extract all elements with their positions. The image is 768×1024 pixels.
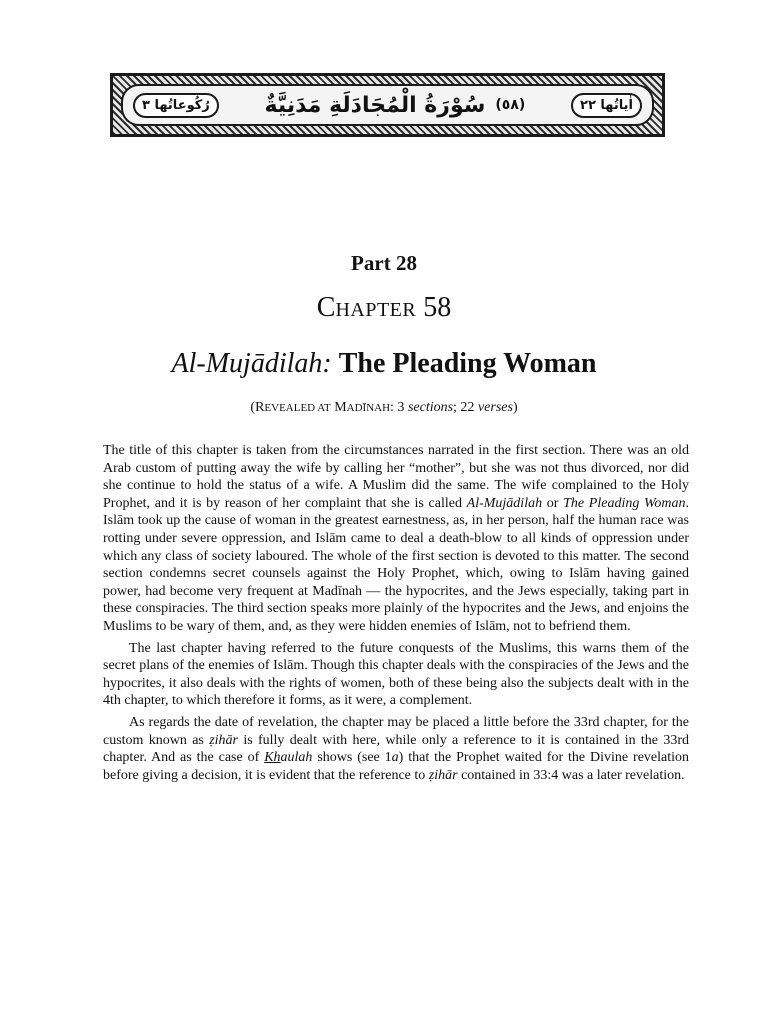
revelation-info bbox=[0, 400, 768, 416]
p3-name-khaulah bbox=[264, 750, 312, 765]
section-count-medallion: اٰیاتُها ٢٢ bbox=[571, 93, 642, 118]
p3-text-e: contained in 33:4 was a later revelation. bbox=[457, 767, 685, 783]
p1-text-a: The title of this chapter is taken from the circumstances narrated in the first section. There was an old Arab custom of putting away the wife by calling her “mother”, but she was not thus divorced, nor did she continue to hold the status of a wife. A Muslim did the same. The wife complained to the Holy Prophet, and it is by reason of her complaint that she is called bbox=[103, 443, 689, 511]
chapter-smallcaps: HAPTER bbox=[335, 299, 417, 321]
verse-count-medallion: رُكُوعاتُها ٣ bbox=[133, 93, 219, 118]
revealed-m: M bbox=[334, 400, 347, 415]
introduction-body bbox=[103, 442, 689, 788]
revealed-r: R bbox=[255, 400, 265, 415]
paragraph-1 bbox=[103, 442, 689, 636]
paragraph-2: The last chapter having referred to the future conquests of the Muslims, this warns them of the secret plans of the enemies of Islām. Though this chapter deals with the conspiracies of the Jews and the hypocrites, it also deals with the rights of women, both of these being also the subjects dealt with in the 4th chapter, to which therefore it forms, as it were, a complement. bbox=[103, 640, 689, 709]
chapter-cap: C bbox=[316, 292, 336, 323]
chapter-title bbox=[0, 348, 768, 380]
p3-italic-3: a bbox=[391, 750, 399, 766]
revealed-place: ADĪNAH bbox=[346, 402, 391, 414]
p3-text-b: is fully dealt with here, while only a reference to it is contained in the 33rd chapter. And as the case of bbox=[103, 732, 690, 766]
p3-italic-2: aulah bbox=[280, 750, 313, 766]
p3-italic-4: ẓihār bbox=[428, 767, 458, 783]
revealed-sections: sections bbox=[407, 400, 454, 415]
p1-text-b: or bbox=[542, 495, 564, 511]
surah-arabic-number: (٥٨) bbox=[495, 97, 526, 113]
revealed-verses: verses bbox=[477, 400, 513, 415]
surah-arabic-name: سُوْرَةُ الْمُجَادَلَةِ مَدَنِيَّةٌ bbox=[264, 92, 486, 118]
surah-header-banner bbox=[110, 73, 665, 137]
p1-italic-2: The Pleading Woman bbox=[563, 495, 686, 511]
p3-text-a: As regards the date of revelation, the chapter may be placed a little before the 33rd chapter, for the custom known as bbox=[103, 714, 689, 748]
p3-underline: Kh bbox=[264, 750, 281, 766]
surah-arabic-heading bbox=[265, 93, 526, 118]
revealed-close: ) bbox=[512, 400, 518, 415]
part-heading: Part 28 bbox=[351, 251, 417, 275]
p1-italic-1: Al-Mujādilah bbox=[466, 495, 543, 511]
p3-text-d: ) that the Prophet waited for the Divine revelation before giving a decision, it is evident that the reference to bbox=[103, 750, 690, 783]
chapter-heading bbox=[0, 292, 768, 324]
p3-text-c: shows (see 1 bbox=[312, 750, 392, 766]
surah-header-frame bbox=[121, 84, 654, 126]
revealed-sep: : 3 bbox=[390, 400, 408, 415]
p3-italic-1: ẓihār bbox=[209, 732, 238, 748]
chapter-number: 58 bbox=[423, 292, 452, 323]
p1-text-c: . Islām took up the cause of woman in the greatest earnestness, as, in her person, half the human race was rotting under severe oppression, and Islām came to deal a death-blow to all kinds of oppression under which any class of society laboured. The whole of the first section is devoted to this matter. The second section condemns secret counsels against the Holy Prophet, which, owing to Islām having gained power, had become very frequent at Madīnah — the hypocrites, and the Jews especially, taking part in these conspiracies. The third section speaks more plainly of the hypocrites and the Jews, and enjoins the Muslims to be wary of them, and, as they were hidden enemies of Islām, not to befriend them. bbox=[103, 495, 689, 634]
revealed-mid: ; 22 bbox=[453, 400, 478, 415]
revealed-open: ( bbox=[250, 400, 256, 415]
title-english: The Pleading Woman bbox=[338, 348, 597, 379]
title-transliteration: Al-Mujādilah: bbox=[171, 348, 332, 379]
paragraph-3 bbox=[103, 714, 689, 784]
revealed-label: EVEALED AT bbox=[264, 402, 331, 414]
